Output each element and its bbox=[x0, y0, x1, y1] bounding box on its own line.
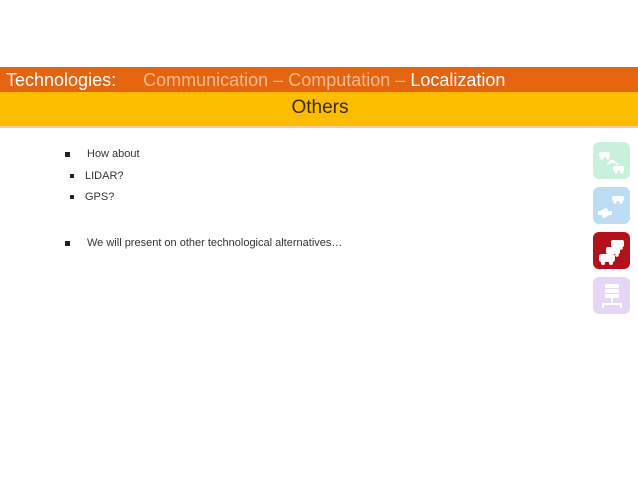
divider bbox=[0, 126, 638, 128]
header-bar bbox=[0, 67, 638, 92]
header-title bbox=[6, 69, 505, 91]
bullet-marker bbox=[70, 174, 74, 178]
traffic-cars-icon bbox=[593, 232, 630, 269]
header-item-computation: Computation bbox=[288, 70, 391, 90]
bullet-item bbox=[70, 170, 124, 182]
header-item-localization: Localization bbox=[410, 70, 506, 90]
bullet-item bbox=[70, 191, 114, 203]
bullet-text: We will present on other technological alternatives… bbox=[87, 237, 343, 249]
bullet-marker bbox=[70, 195, 74, 199]
server-network-icon bbox=[593, 277, 630, 314]
bullet-text: GPS? bbox=[85, 191, 115, 203]
bullet-item bbox=[65, 148, 140, 160]
header-separator: – bbox=[273, 70, 284, 90]
bullet-item bbox=[65, 237, 342, 249]
header-item-communication: Communication bbox=[143, 70, 269, 90]
satellite-car-icon bbox=[593, 187, 630, 224]
header-separator: – bbox=[395, 70, 406, 90]
header-label: Technologies: bbox=[6, 70, 117, 90]
bullet-text: LIDAR? bbox=[85, 170, 124, 182]
bullet-text: How about bbox=[87, 148, 140, 160]
subheader-title: Others bbox=[291, 97, 349, 118]
vehicle-communication-icon bbox=[593, 142, 630, 179]
bullet-marker bbox=[65, 152, 70, 157]
bullet-marker bbox=[65, 241, 70, 246]
subheader-bar bbox=[0, 92, 638, 126]
